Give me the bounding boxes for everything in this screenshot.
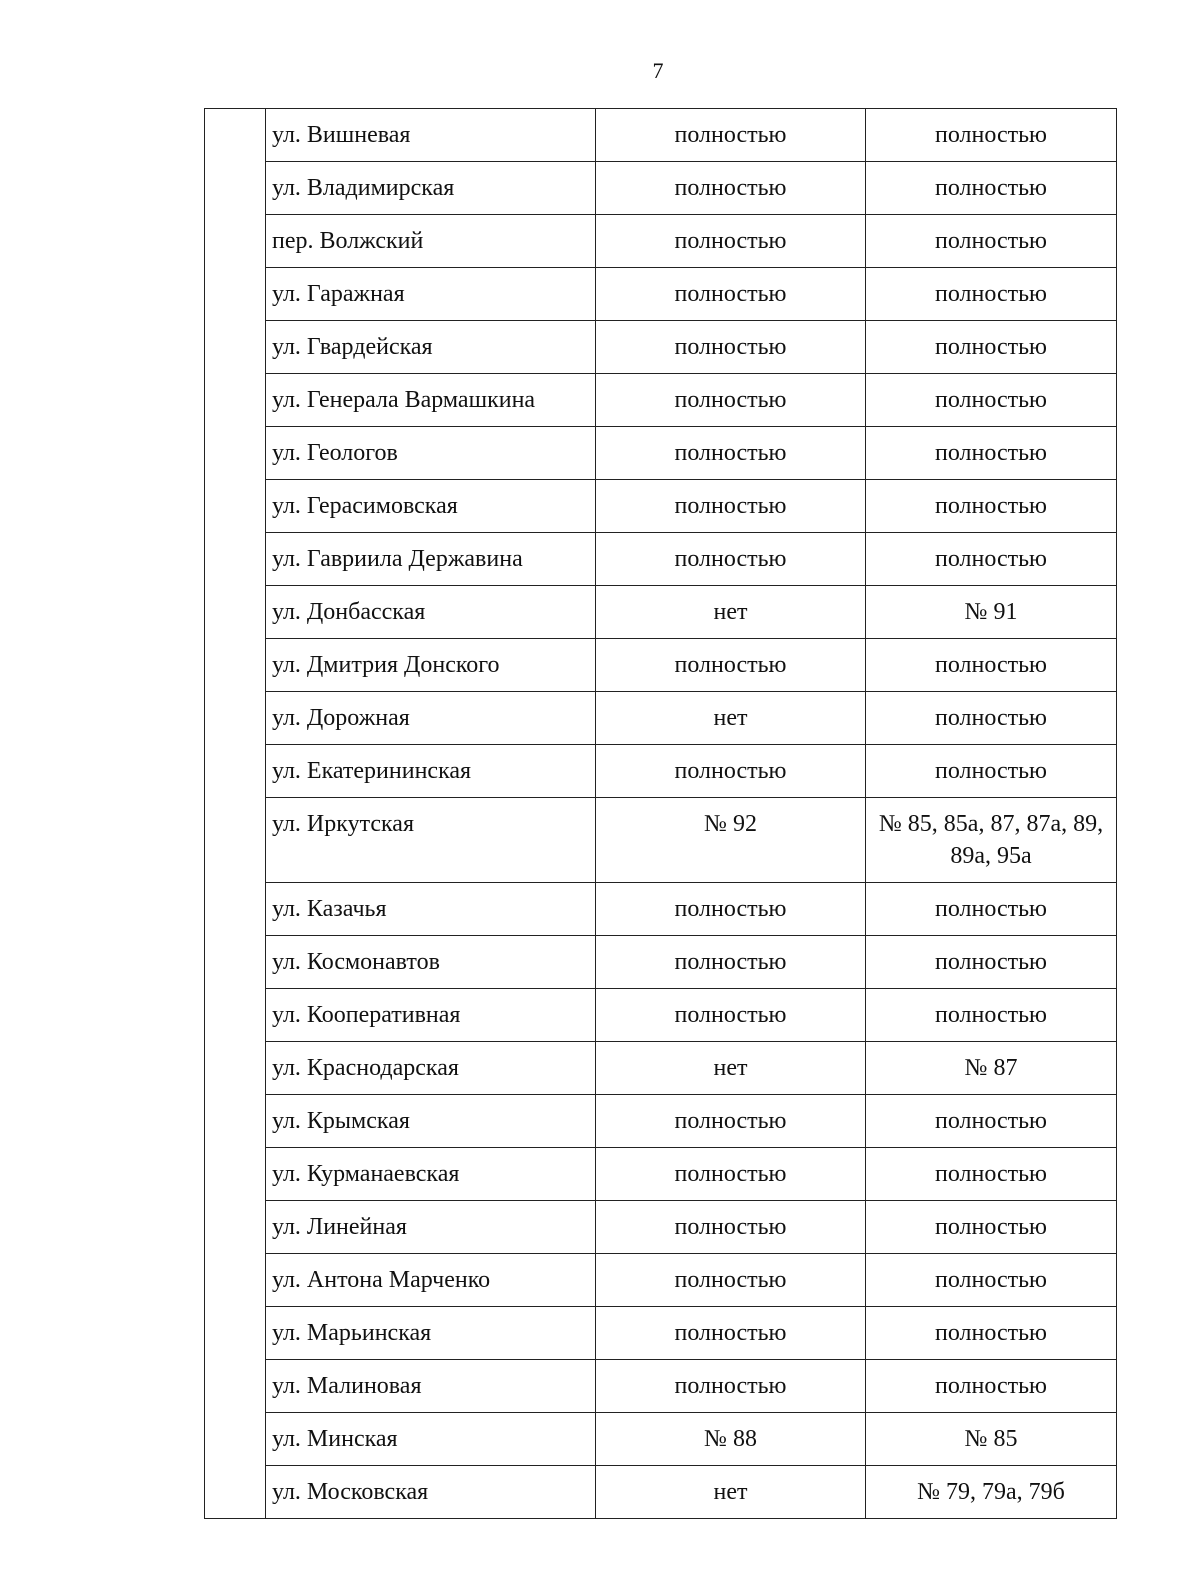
value-cell-col3: полностью [866,936,1117,989]
street-cell: ул. Минская [266,1413,596,1466]
street-cell: ул. Геологов [266,427,596,480]
value-cell-col2: полностью [596,480,866,533]
value-cell-col3: полностью [866,1307,1117,1360]
table-row [205,1095,1117,1148]
value-cell-col3: полностью [866,1148,1117,1201]
table-row [205,692,1117,745]
value-cell-col2: полностью [596,1254,866,1307]
value-cell-col2: нет [596,1466,866,1519]
street-cell: ул. Донбасская [266,586,596,639]
value-cell-col2: № 88 [596,1413,866,1466]
street-cell: ул. Герасимовская [266,480,596,533]
value-cell-col2: полностью [596,1148,866,1201]
table-row [205,1148,1117,1201]
value-cell-col3: полностью [866,883,1117,936]
table-row [205,268,1117,321]
value-cell-col2: полностью [596,883,866,936]
value-cell-col3: № 85, 85а, 87, 87а, 89, 89а, 95а [866,798,1117,883]
table-row [205,883,1117,936]
value-cell-col3: полностью [866,1254,1117,1307]
table-row [205,989,1117,1042]
street-cell: ул. Линейная [266,1201,596,1254]
value-cell-col3: полностью [866,745,1117,798]
street-cell: ул. Космонавтов [266,936,596,989]
value-cell-col3: полностью [866,639,1117,692]
table-row [205,427,1117,480]
value-cell-col3: полностью [866,321,1117,374]
value-cell-col3: полностью [866,480,1117,533]
value-cell-col3: № 85 [866,1413,1117,1466]
value-cell-col3: № 87 [866,1042,1117,1095]
street-cell: ул. Кооперативная [266,989,596,1042]
table-row [205,321,1117,374]
table-row [205,1466,1117,1519]
table-row [205,639,1117,692]
street-cell: ул. Дорожная [266,692,596,745]
value-cell-col3: полностью [866,162,1117,215]
value-cell-col2: полностью [596,1360,866,1413]
value-cell-col2: полностью [596,321,866,374]
street-cell: пер. Волжский [266,215,596,268]
value-cell-col3: полностью [866,374,1117,427]
value-cell-col3: полностью [866,1360,1117,1413]
table-row [205,1307,1117,1360]
street-cell: ул. Курманаевская [266,1148,596,1201]
table-row [205,162,1117,215]
value-cell-col3: полностью [866,427,1117,480]
table-row [205,745,1117,798]
table-row [205,798,1117,883]
value-cell-col2: полностью [596,1201,866,1254]
table-row [205,533,1117,586]
table-row [205,1042,1117,1095]
value-cell-col2: нет [596,586,866,639]
table-row [205,1413,1117,1466]
merged-number-cell [205,109,266,1519]
streets-table-body [205,109,1117,1519]
table-row [205,1360,1117,1413]
value-cell-col2: полностью [596,936,866,989]
value-cell-col3: полностью [866,1201,1117,1254]
value-cell-col2: полностью [596,1095,866,1148]
value-cell-col2: полностью [596,1307,866,1360]
street-cell: ул. Антона Марченко [266,1254,596,1307]
value-cell-col2: полностью [596,374,866,427]
value-cell-col3: полностью [866,533,1117,586]
street-cell: ул. Гавриила Державина [266,533,596,586]
street-cell: ул. Гаражная [266,268,596,321]
value-cell-col2: полностью [596,427,866,480]
street-cell: ул. Екатерининская [266,745,596,798]
page-number: 7 [652,58,664,83]
value-cell-col2: полностью [596,989,866,1042]
value-cell-col3: полностью [866,692,1117,745]
street-cell: ул. Генерала Вармашкина [266,374,596,427]
value-cell-col3: полностью [866,109,1117,162]
street-cell: ул. Иркутская [266,798,596,883]
street-cell: ул. Владимирская [266,162,596,215]
value-cell-col2: полностью [596,533,866,586]
value-cell-col2: нет [596,1042,866,1095]
value-cell-col3: полностью [866,268,1117,321]
table-row [205,1254,1117,1307]
street-cell: ул. Казачья [266,883,596,936]
street-cell: ул. Вишневая [266,109,596,162]
table-row [205,109,1117,162]
value-cell-col3: № 79, 79а, 79б [866,1466,1117,1519]
street-cell: ул. Малиновая [266,1360,596,1413]
street-cell: ул. Московская [266,1466,596,1519]
value-cell-col3: № 91 [866,586,1117,639]
value-cell-col2: полностью [596,215,866,268]
table-row [205,215,1117,268]
value-cell-col2: № 92 [596,798,866,883]
value-cell-col2: полностью [596,639,866,692]
streets-table [204,108,1117,1519]
value-cell-col3: полностью [866,1095,1117,1148]
table-row [205,936,1117,989]
value-cell-col2: полностью [596,268,866,321]
street-cell: ул. Марьинская [266,1307,596,1360]
value-cell-col2: нет [596,692,866,745]
table-row [205,1201,1117,1254]
value-cell-col3: полностью [866,989,1117,1042]
street-cell: ул. Крымская [266,1095,596,1148]
value-cell-col2: полностью [596,109,866,162]
value-cell-col3: полностью [866,215,1117,268]
street-cell: ул. Гвардейская [266,321,596,374]
street-cell: ул. Дмитрия Донского [266,639,596,692]
table-row [205,480,1117,533]
value-cell-col2: полностью [596,162,866,215]
street-cell: ул. Краснодарская [266,1042,596,1095]
table-row [205,374,1117,427]
table-row [205,586,1117,639]
value-cell-col2: полностью [596,745,866,798]
